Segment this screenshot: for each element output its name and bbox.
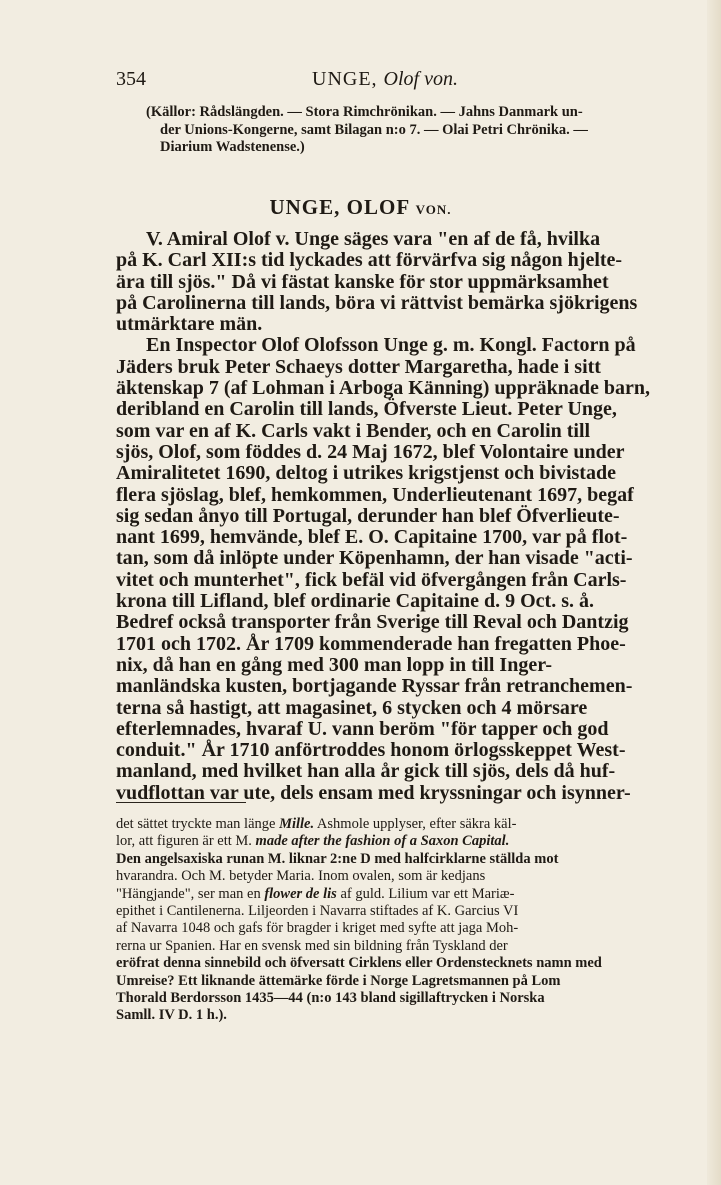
sources-line: der Unions-Kongerne, samt Bilagan n:o 7. — Olai Petri Chrönika. — <box>160 121 588 138</box>
body-line: som var en af K. Carls vakt i Bender, och en Carolin till <box>116 419 591 442</box>
sources-line: Diarium Wadstenense.) <box>160 139 305 155</box>
sources-note <box>146 104 656 157</box>
footnote-text: Umreise? Ett liknande ättemärke förde i Norge Lagretsmannen på Lom <box>116 972 561 989</box>
footnote-line <box>116 920 644 937</box>
page-number: 354 <box>116 68 146 90</box>
footnote-line <box>116 938 644 955</box>
footnote-line <box>116 973 644 990</box>
body-line: på Carolinerna till lands, böra vi rättvist bemärka sjökrigens <box>116 291 638 314</box>
body-line: flera sjöslag, blef, hemkommen, Underlieutenant 1697, begaf <box>116 483 634 506</box>
article-title-name: UNGE, OLOF <box>269 195 410 219</box>
body-line: på K. Carl XII:s tid lyckades att förvärfva sig någon hjelte- <box>116 249 623 272</box>
running-head-name: UNGE, <box>312 68 378 90</box>
body-line: efterlemnades, hvaraf U. vann beröm "för tapper och god <box>116 717 609 740</box>
body-line: terna så hastigt, att magasinet, 6 stycken och 4 mörsare <box>116 696 588 719</box>
body-line: vitet och munterhet", fick befäl vid öfvergången från Carls- <box>116 568 627 591</box>
sources-line: (Källor: Rådslängden. — Stora Rimchrönikan. — Jahns Danmark un- <box>146 104 583 120</box>
footnote-text: "Hängjande", ser man en <box>116 885 265 902</box>
article-title-suffix: VON. <box>415 202 452 217</box>
body-line: Amiralitetet 1690, deltog i utrikes krigstjenst och bivistade <box>116 462 616 485</box>
body-line: tan, som då inlöpte under Köpenhamn, der han visade "acti- <box>116 547 633 570</box>
body-line: krona till Lifland, blef ordinarie Capitaine d. 9 Oct. s. å. <box>116 590 594 613</box>
footnote-text: hvarandra. Och M. betyder Maria. Inom ovalen, som är kedjans <box>116 868 486 885</box>
body-line: V. Amiral Olof v. Unge säges vara "en af de få, hvilka <box>146 228 601 250</box>
footnote-text: eröfrat denna sinnebild och öfversatt Cirklens eller Ordenstecknets namn med <box>116 955 602 972</box>
footnote-text: Ashmole upplyser, efter säkra käl- <box>314 816 517 832</box>
footnote-line <box>116 886 644 903</box>
footnote-line <box>116 903 644 920</box>
page-edge <box>707 0 721 1185</box>
footnote-rule <box>116 802 246 803</box>
footnote <box>116 816 644 1025</box>
body-line: ära till sjös." Då vi fästat kanske för stor uppmärksamhet <box>116 270 609 293</box>
footnote-text: Den angelsaxiska runan M. liknar 2:ne D med halfcirklarne ställda mot <box>116 850 559 867</box>
body-line: vudflottan var ute, dels ensam med kryssningar och isynner- <box>116 781 631 804</box>
footnote-text: epithet i Cantilenerna. Liljeorden i Navarra stiftades af K. Garcius VI <box>116 902 519 919</box>
body-line: sjös, Olof, som föddes d. 24 Maj 1672, blef Volontaire under <box>116 440 625 463</box>
footnote-text: Samll. IV D. 1 h.). <box>116 1007 227 1024</box>
footnote-text: af guld. Lilium var ett Mariæ- <box>336 885 515 902</box>
footnote-text: det sättet tryckte man länge <box>116 816 280 832</box>
footnote-line <box>116 833 644 850</box>
footnote-line <box>116 868 644 885</box>
footnote-emphasis: flower de lis <box>264 885 337 902</box>
article-title <box>0 195 721 220</box>
footnote-line <box>116 816 644 833</box>
body-line: Bedref också transporter från Sverige till Reval och Dantzig <box>116 611 629 634</box>
body-line: sig sedan ånyo till Portugal, derunder han blef Öfverlieute- <box>116 504 620 527</box>
page-header <box>116 64 636 94</box>
footnote-line <box>116 851 644 868</box>
body-line: nant 1699, hemvände, blef E. O. Capitaine 1700, var på flot- <box>116 526 628 549</box>
footnote-line <box>116 955 644 972</box>
body-line: äktenskap 7 (af Lohman i Arboga Känning) uppräknade barn, <box>116 377 651 400</box>
body-line: nix, då han en gång med 300 man lopp in till Inger- <box>116 653 553 676</box>
footnote-line <box>116 990 644 1007</box>
footnote-text: Thorald Berdorsson 1435—44 (n:o 143 bland sigillaftrycken i Norska <box>116 989 545 1006</box>
body-line: conduit." År 1710 anförtroddes honom örlogsskeppet West- <box>116 739 626 762</box>
body-line: deribland en Carolin till lands, Öfverste Lieut. Peter Unge, <box>116 398 617 421</box>
footnote-text: lor, att figuren är ett M. <box>116 833 256 850</box>
article-body <box>116 228 651 804</box>
footnote-text: rerna ur Spanien. Har en svensk med sin bildning från Tyskland der <box>116 937 508 954</box>
footnote-line <box>116 1007 644 1024</box>
body-line: manland, med hvilket han alla år gick till sjös, dels då huf- <box>116 760 616 783</box>
body-line: manländska kusten, bortjagande Ryssar från retranchemen- <box>116 675 633 698</box>
body-line: 1701 och 1702. År 1709 kommenderade han fregatten Phoe- <box>116 632 626 655</box>
body-line: En Inspector Olof Olofsson Unge g. m. Kongl. Factorn på <box>146 334 636 357</box>
body-line: Jäders bruk Peter Schaeys dotter Margaretha, hade i sitt <box>116 355 601 378</box>
body-line: utmärktare män. <box>116 313 263 336</box>
footnote-emphasis: Mille. <box>279 816 315 832</box>
footnote-emphasis: made after the fashion of a Saxon Capital. <box>255 833 510 850</box>
footnote-text: af Navarra 1048 och gafs för bragder i kriget med syfte att jaga Moh- <box>116 920 519 937</box>
running-head <box>312 68 458 91</box>
running-head-given: Olof von. <box>383 68 458 90</box>
